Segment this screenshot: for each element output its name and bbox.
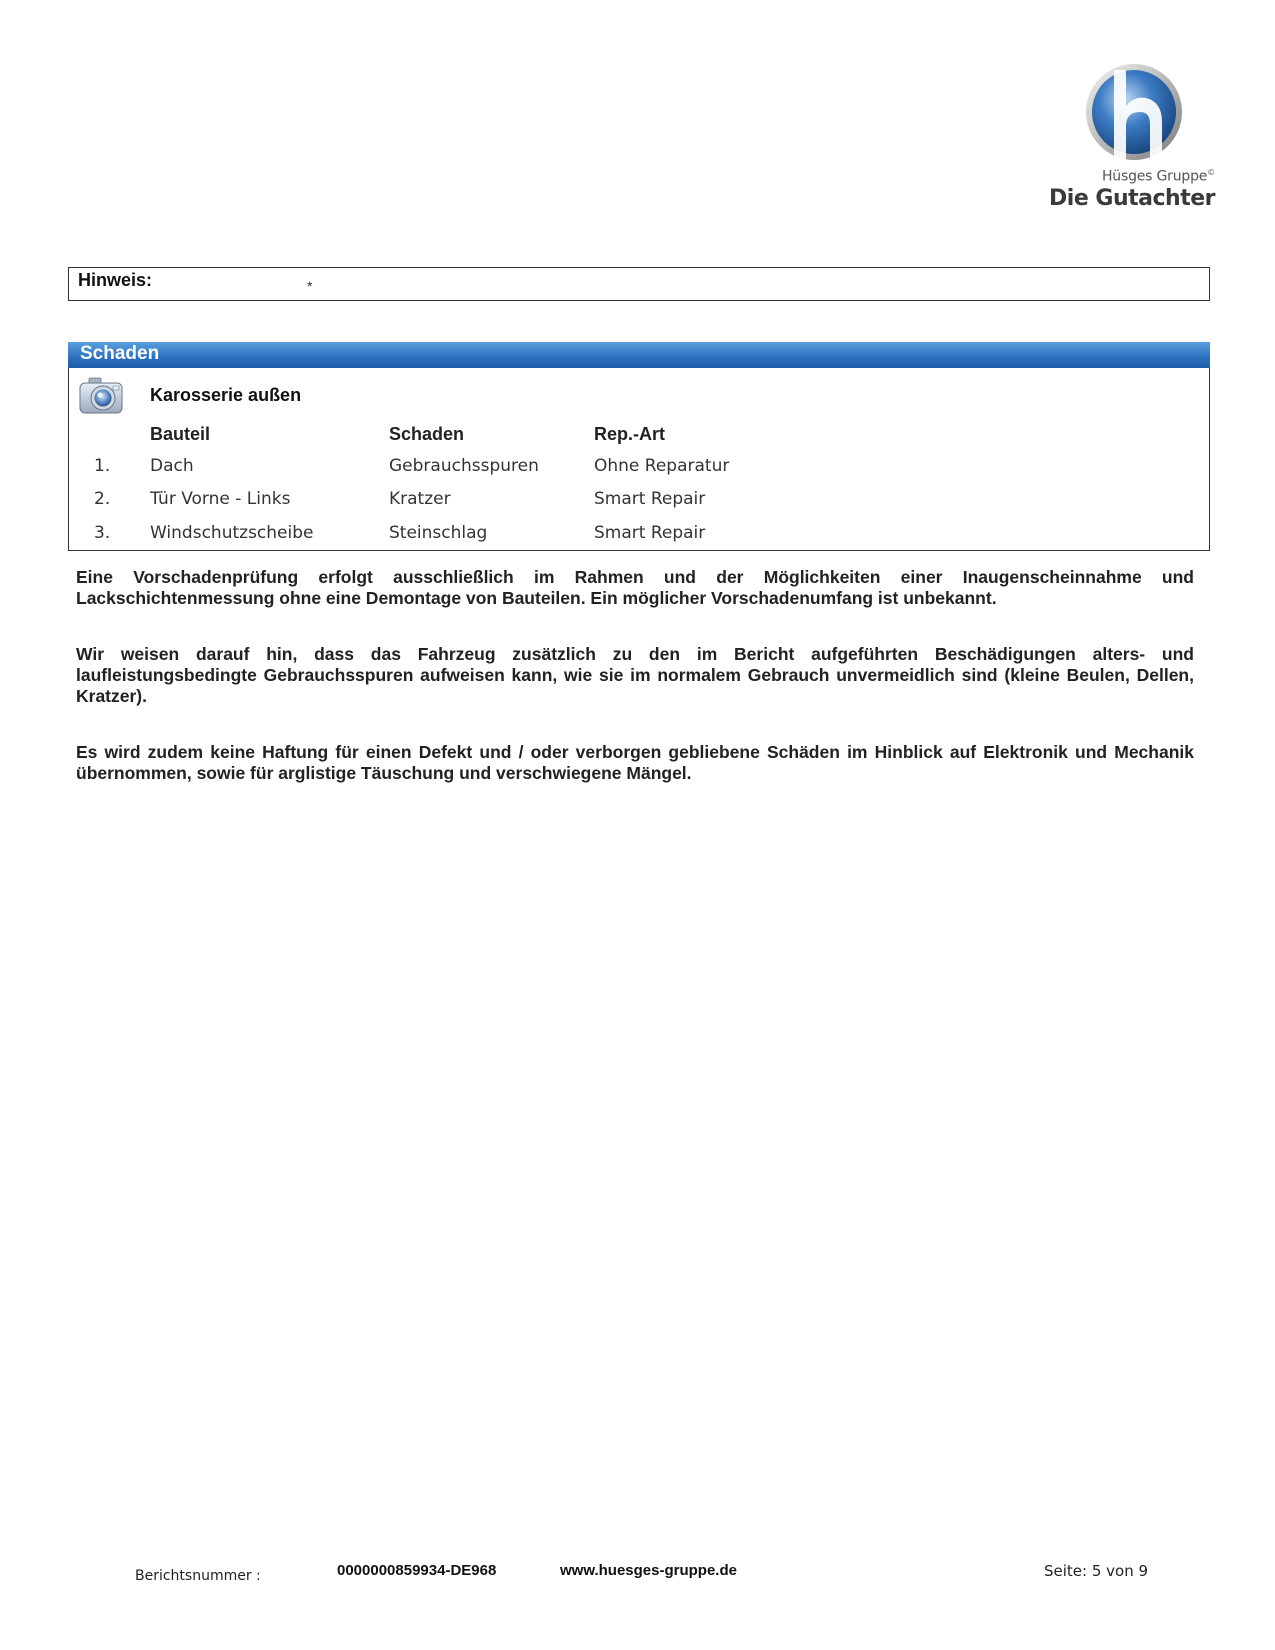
- logo-tagline: Die Gutachter: [1049, 186, 1215, 211]
- footer-website-link[interactable]: www.huesges-gruppe.de: [560, 1562, 737, 1579]
- logo-copyright-mark: ©: [1207, 168, 1215, 177]
- hinweis-box: [68, 267, 1210, 301]
- row-rep-art: Smart Repair: [594, 523, 706, 543]
- row-schaden: Steinschlag: [389, 523, 488, 543]
- column-header-schaden: Schaden: [389, 424, 465, 444]
- row-number: 3.: [94, 523, 111, 543]
- disclaimer-paragraph: Wir weisen darauf hin, dass das Fahrzeug zusätzlich zu den im Bericht aufgeführten Beschädigungen alters- und laufleistungsbedingte Gebrauchsspuren aufweisen kann, wie sie im normalem Gebrauch unvermeidlich sind (kleine Beulen, Dellen, Kratzer).: [76, 644, 1194, 706]
- section-title: Schaden: [80, 343, 160, 364]
- disclaimer-paragraph: Es wird zudem keine Haftung für einen Defekt und / oder verborgen gebliebene Schäden im Hinblick auf Elektronik und Mechanik übernommen, sowie für arglistige Täuschung und verschwiegene Mängel.: [76, 742, 1194, 783]
- footer-report-number: 0000000859934-DE968: [337, 1562, 497, 1579]
- hinweis-label: Hinweis:: [78, 270, 153, 290]
- hinweis-value: *: [307, 278, 313, 294]
- row-bauteil: Tür Vorne - Links: [150, 489, 291, 509]
- row-rep-art: Ohne Reparatur: [594, 456, 730, 476]
- camera-icon: [77, 374, 125, 418]
- row-bauteil: Windschutzscheibe: [150, 523, 314, 543]
- row-number: 1.: [94, 456, 111, 476]
- row-bauteil: Dach: [150, 456, 194, 476]
- row-schaden: Gebrauchsspuren: [389, 456, 539, 476]
- row-schaden: Kratzer: [389, 489, 451, 509]
- column-header-rep-art: Rep.-Art: [594, 424, 665, 444]
- footer-page-indicator: Seite: 5 von 9: [1044, 1562, 1149, 1580]
- row-rep-art: Smart Repair: [594, 489, 706, 509]
- disclaimer-paragraph: Eine Vorschadenprüfung erfolgt ausschließlich im Rahmen und der Möglichkeiten einer Inaugenscheinnahme und Lackschichtenmessung ohne eine Demontage von Bauteilen. Ein möglicher Vorschadenumfang ist unbekannt.: [76, 567, 1194, 608]
- logo-h-icon: [1084, 60, 1184, 168]
- company-logo: [1049, 60, 1215, 220]
- logo-company-name: Hüsges Gruppe: [1101, 168, 1208, 185]
- row-number: 2.: [94, 489, 111, 509]
- schaden-section-header: [68, 342, 1210, 368]
- schaden-section-body: [68, 368, 1210, 551]
- group-title: Karosserie außen: [150, 385, 302, 405]
- column-header-bauteil: Bauteil: [150, 424, 211, 444]
- footer-report-number-label: Berichtsnummer :: [135, 1568, 261, 1584]
